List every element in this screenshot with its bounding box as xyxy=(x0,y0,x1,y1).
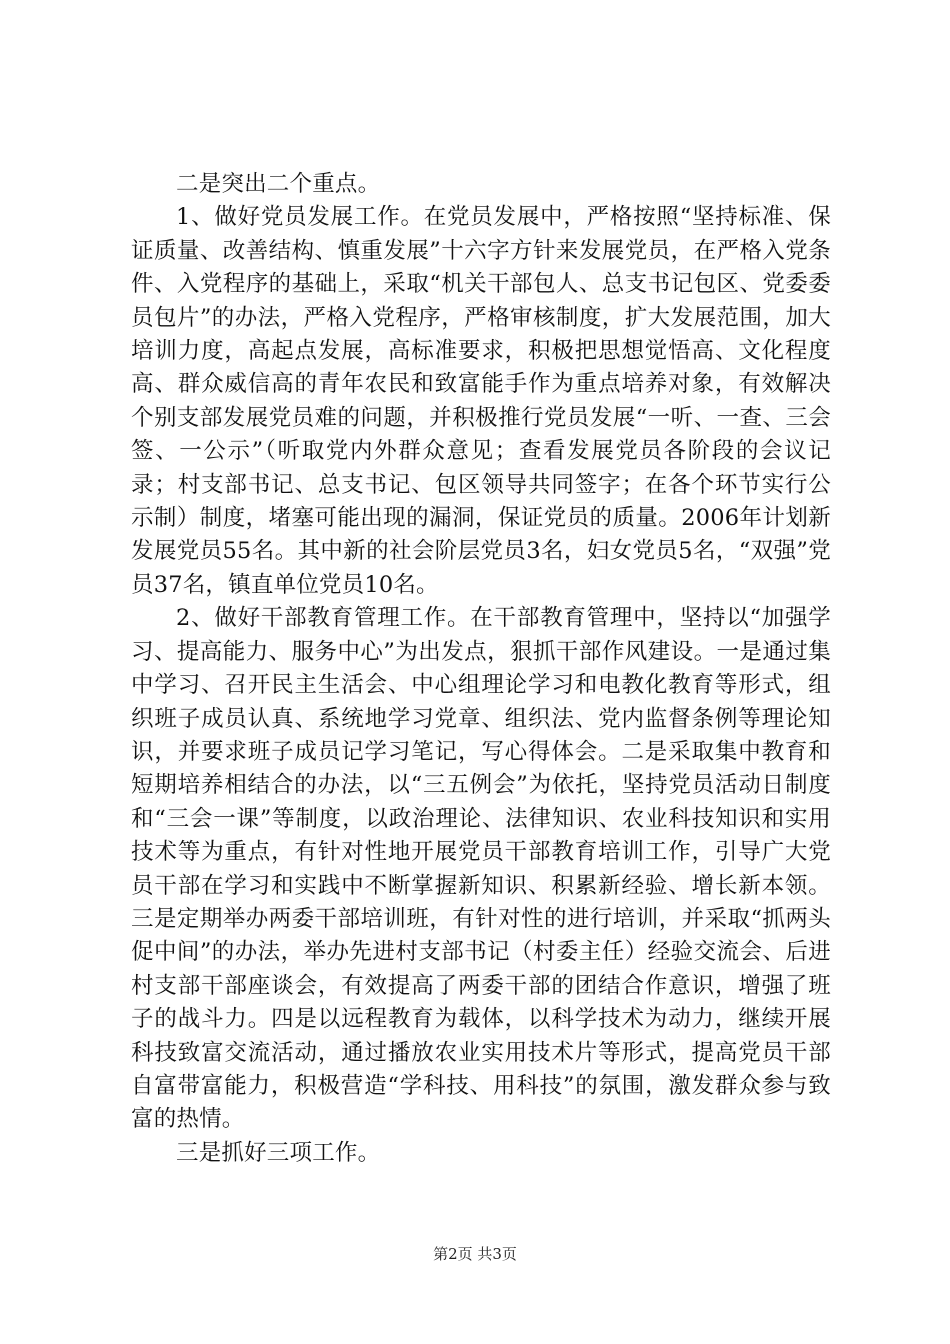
page-footer: 第2页 共3页 xyxy=(433,1245,517,1263)
document-body xyxy=(131,168,831,1170)
section-heading-three: 三是抓好三项工作。 xyxy=(176,1139,381,1166)
section-heading-two: 二是突出二个重点。 xyxy=(176,171,381,197)
paragraph-cadre-education: 2、做好干部教育管理工作。在干部教育管理中，坚持以“加强学习、提高能力、服务中心”为出发点，狠抓干部作风建设。一是通过集中学习、召开民主生活会、中心组理论学习和电教化教育等形式，组织班子成员认真、系统地学习党章、组织法、党内监督条例等理论知识，并要求班子成员记学习笔记，写心得体会。二是采取集中教育和短期培养相结合的办法，以“三五例会”为依托，坚持党员活动日制度和“三会一课”等制度，以政治理论、法律知识、农业科技知识和实用技术等为重点，有针对性地开展党员干部教育培训工作，引导广大党员干部在学习和实践中不断掌握新知识、积累新经验、增长新本领。三是定期举办两委干部培训班，有针对性的进行培训，并采取“抓两头促中间”的办法，举办先进村支部书记（村委主任）经验交流会、后进村支部干部座谈会，有效提高了两委干部的团结合作意识，增强了班子的战斗力。四是以远程教育为载体，以科学技术为动力，继续开展科技致富交流活动，通过播放农业实用技术片等形式，提高党员干部自富带富能力，积极营造“学科技、用科技”的氛围，激发群众参与致富的热情。 xyxy=(131,605,831,1133)
paragraph-member-development: 1、做好党员发展工作。在党员发展中，严格按照“坚持标准、保证质量、改善结构、慎重发展”十六字方针来发展党员，在严格入党条件、入党程序的基础上，采取“机关干部包人、总支书记包区、党委委员包片”的办法，严格入党程序，严格审核制度，扩大发展范围，加大培训力度，高起点发展，高标准要求，积极把思想觉悟高、文化程度高、群众威信高的青年农民和致富能手作为重点培养对象，有效解决个别支部发展党员难的问题，并积极推行党员发展“一听、一查、三会签、一公示”（听取党内外群众意见；查看发展党员各阶段的会议记录；村支部书记、总支书记、包区领导共同签字；在各个环节实行公示制）制度，堵塞可能出现的漏洞，保证党员的质量。2006年计划新发展党员55名。其中新的社会阶层党员3名，妇女党员5名，“双强”党员37名，镇直单位党员10名。 xyxy=(131,204,831,598)
